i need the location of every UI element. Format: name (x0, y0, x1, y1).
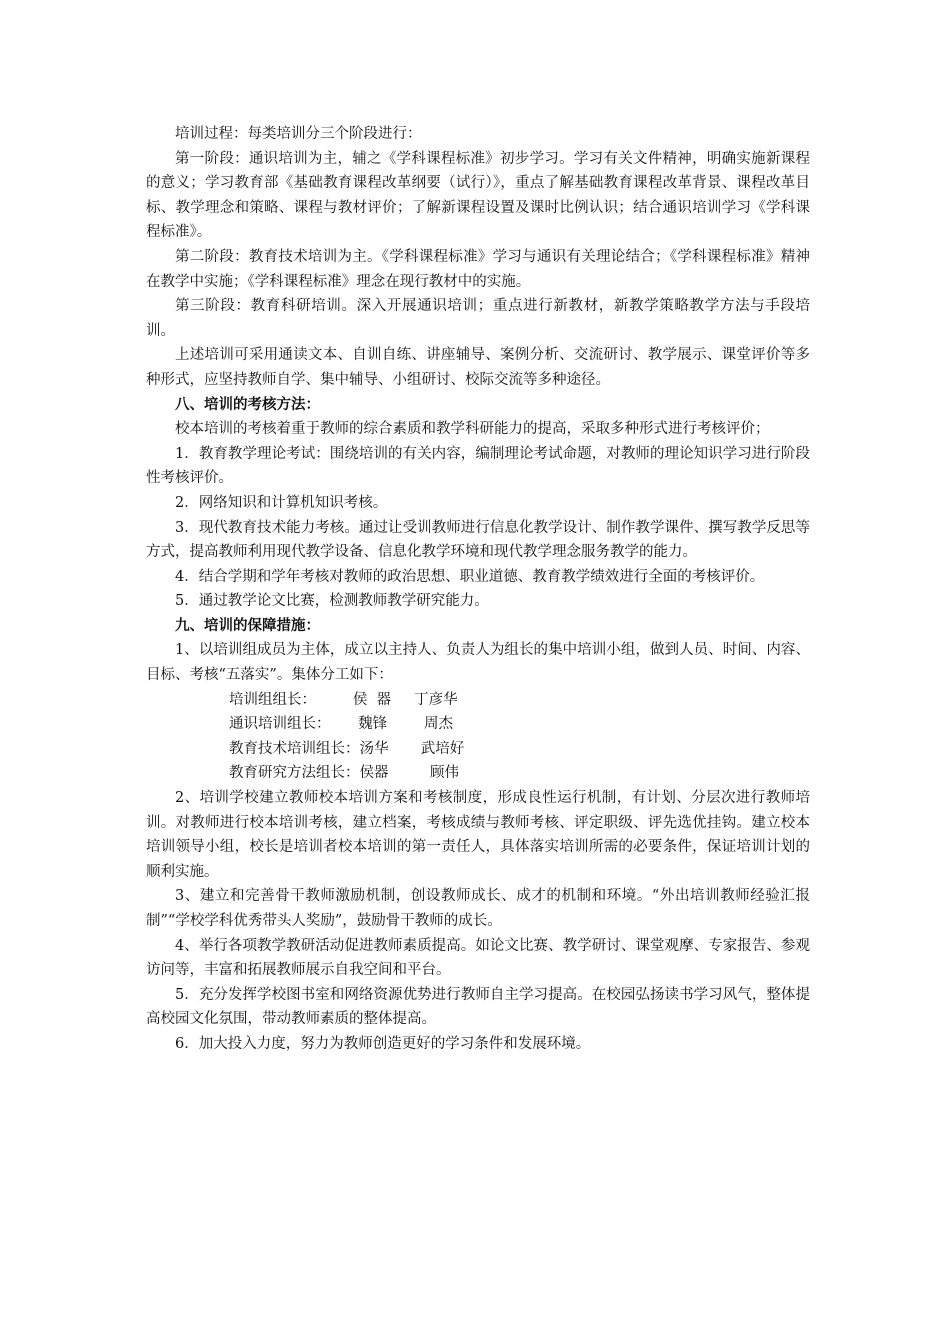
stage-one-paragraph: 第一阶段：通识培训为主，辅之《学科课程标准》初步学习。学习有关文件精神，明确实施新课程的意义；学习教育部《基础教育课程改革纲要（试行）》，重点了解基础教育课程改革背景、课程改革目标、教学理念和策略、课程与教材评价；了解新课程设置及课时比例认识；结合通识培训学习《学科课程标准》。 (146, 150, 810, 241)
assessment-item-2: 2．网络知识和计算机知识考核。 (175, 494, 388, 511)
assessment-item-4: 4．结合学期和学年考核对教师的政治思想、职业道德、教育教学绩效进行全面的考核评价。 (175, 568, 765, 585)
safeguard-item-2: 2、培训学校建立教师校本培训方案和考核制度，形成良性运行机制，有计划、分层次进行教师培训。对教师进行校本培训考核，建立档案，考核成绩与教师考核、评定职级、评先选优挂钩。建立校本培训领导小组，校长是培训者校本培训的第一责任人，具体落实培训所需的必要条件，保证培训计划的顺利实施。 (146, 790, 810, 880)
staff-assignment-list (146, 688, 810, 786)
staff-row: 教育技术培训组长：汤华 武培好 (229, 740, 465, 757)
assessment-item-1: 1．教育教学理论考试：围绕培训的有关内容，编制理论考试命题，对教师的理论知识学习进行阶段性考核评价。 (146, 445, 810, 487)
training-process-intro: 培训过程：每类培训分三个阶段进行： (175, 126, 422, 142)
assessment-item-5: 5．通过教学论文比赛，检测教师教学研究能力。 (175, 593, 489, 610)
safeguard-item-6: 6．加大投入力度，努力为教师创造更好的学习条件和发展环境。 (175, 1035, 591, 1052)
safeguard-item-5: 5．充分发挥学校图书室和网络资源优势进行教师自主学习提高。在校园弘扬读书学习风气，整体提高校园文化氛围，带动教师素质的整体提高。 (146, 986, 810, 1028)
staff-row: 通识培训组长： 魏锋 周杰 (229, 716, 454, 733)
assessment-item-3: 3．现代教育技术能力考核。通过让受训教师进行信息化教学设计、制作教学课件、撰写教学反思等方式，提高教师利用现代教学设备、信息化教学环境和现代教学理念服务教学的能力。 (146, 519, 810, 561)
assessment-intro-paragraph: 校本培训的考核着重于教师的综合素质和教学科研能力的提高，采取多种形式进行考核评价； (175, 421, 770, 438)
training-forms-paragraph: 上述培训可采用通读文本、自训自练、讲座辅导、案例分析、交流研讨、教学展示、课堂评价等多种形式，应坚持教师自学、集中辅导、小组研讨、校际交流等多种途径。 (146, 347, 810, 388)
stage-three-paragraph: 第三阶段：教育科研培训。深入开展通识培训；重点进行新教材，新教学策略教学方法与手段培训。 (146, 298, 810, 339)
section-heading-safeguards: 九、培训的保障措施： (175, 616, 320, 634)
stage-two-paragraph: 第二阶段：教育技术培训为主。《学科课程标准》学习与通识有关理论结合；《学科课程标准》精神在教学中实施；《学科课程标准》理念在现行教材中的实施。 (146, 248, 810, 290)
safeguard-item-4: 4、举行各项教学教研活动促进教师素质提高。如论文比赛、教学研讨、课堂观摩、专家报告、参观访问等，丰富和拓展教师展示自我空间和平台。 (146, 937, 810, 979)
staff-row: 培训组组长： 侯 器 丁彦华 (229, 691, 458, 708)
safeguard-item-1: 1、以培训组成员为主体，成立以主持人、负责人为组长的集中培训小组，做到人员、时间、内容、目标、考核“五落实”。集体分工如下： (146, 642, 810, 684)
staff-row: 教育研究方法组长：侯器 顾伟 (229, 765, 459, 782)
section-heading-assessment: 八、培训的考核方法： (175, 395, 320, 413)
safeguard-item-3: 3、建立和完善骨干教师激励机制，创设教师成长、成才的机制和环境。“外出培训教师经验汇报制”“学校学科优秀带头人奖励”，鼓励骨干教师的成长。 (146, 888, 810, 929)
document-page (146, 122, 810, 1057)
